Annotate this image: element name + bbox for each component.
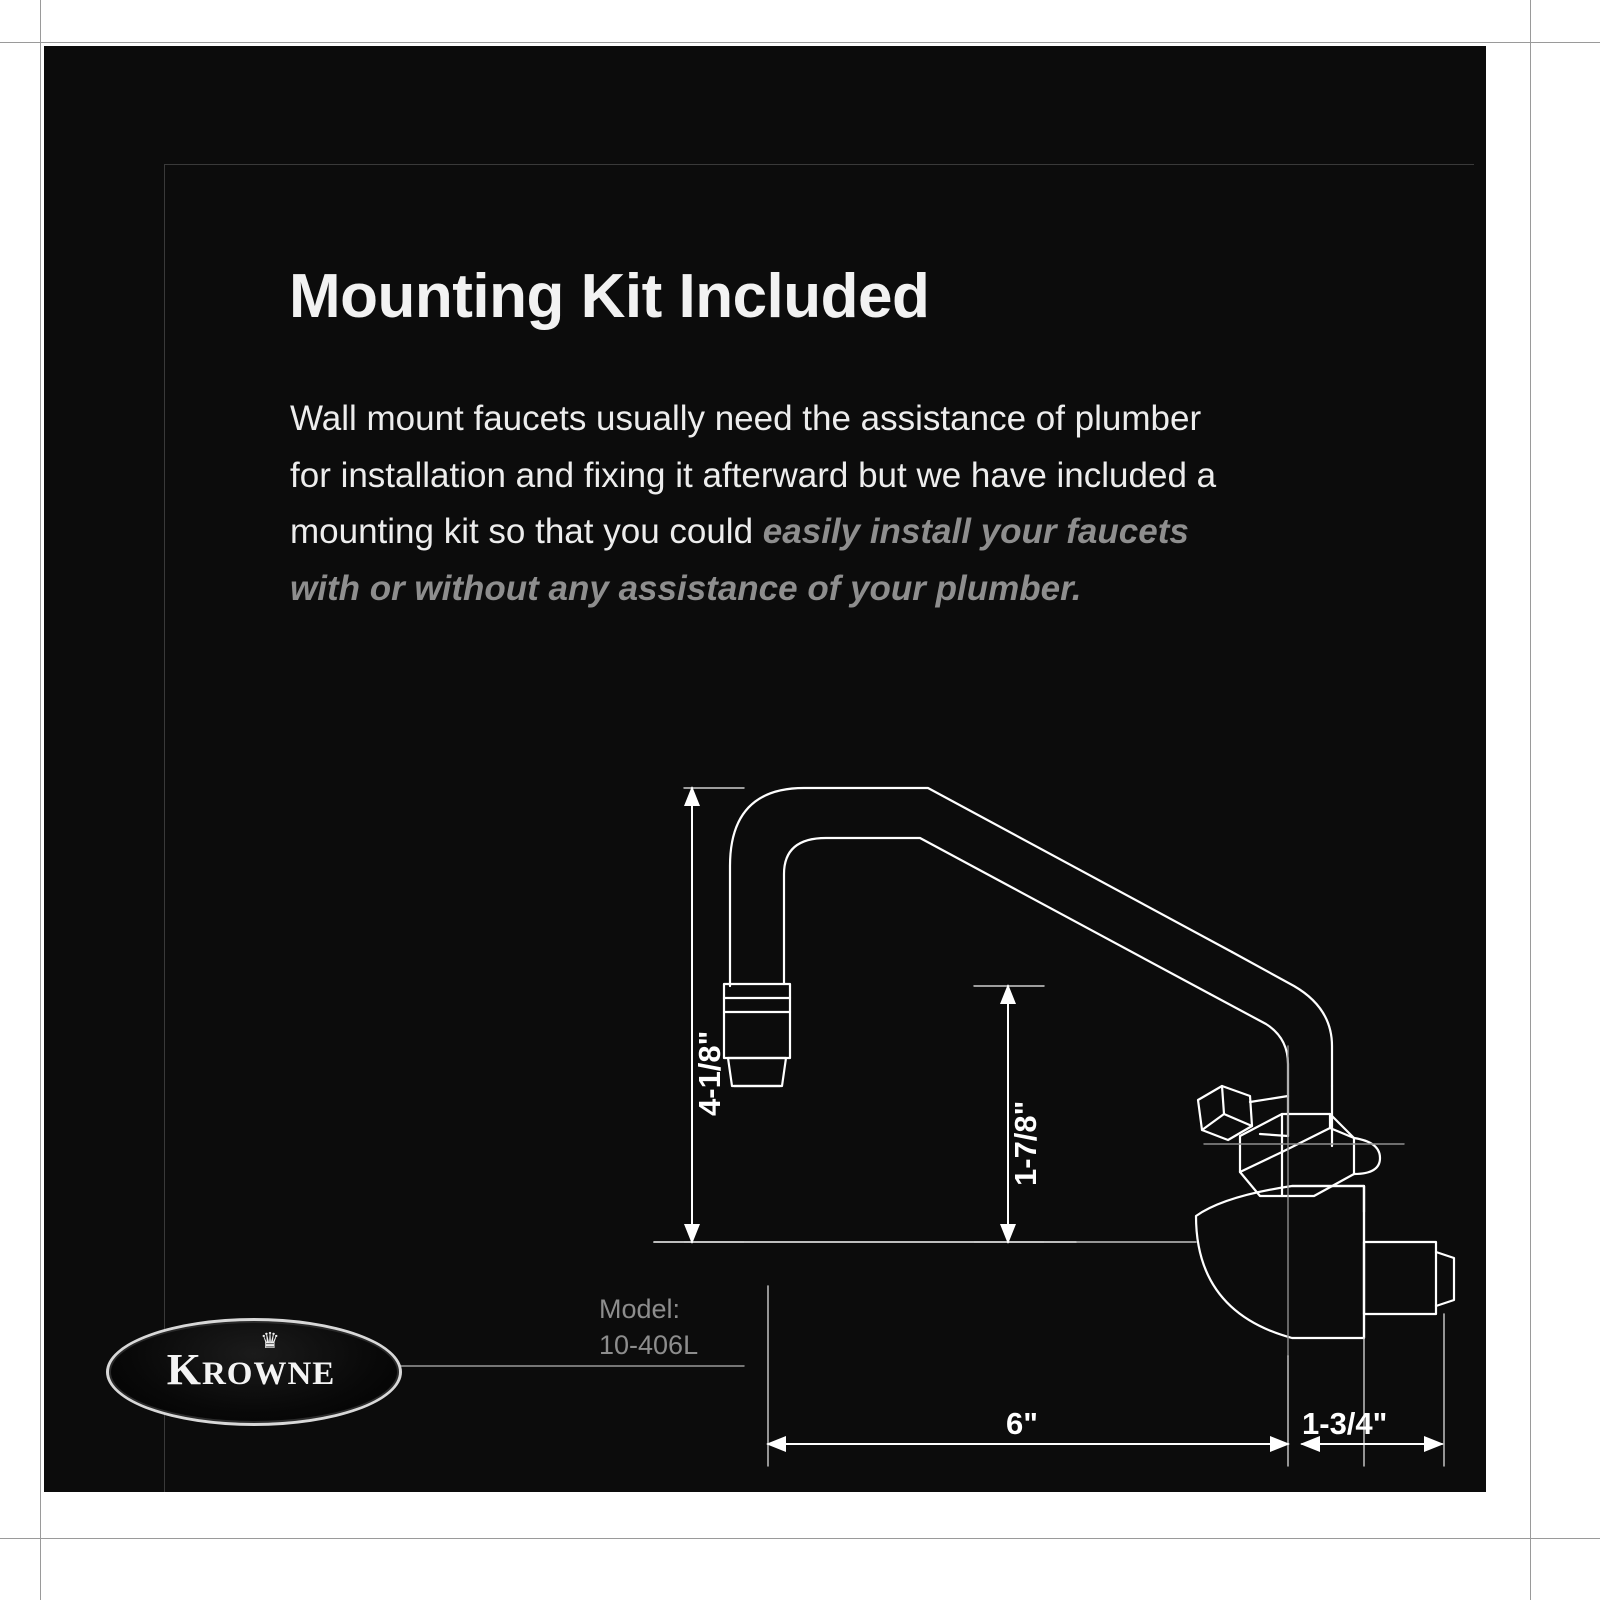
model-label-text: Model: (599, 1294, 681, 1324)
description-emphasis: easily install your faucets with or without any assistance of your plumber. (290, 512, 1189, 609)
crop-mark-bottom (0, 1538, 1600, 1539)
dimension-spout-height: 1-7/8" (1008, 1100, 1043, 1186)
dimension-overall-height: 4-1/8" (692, 1030, 727, 1116)
brand-logo (106, 1318, 396, 1420)
crop-mark-top (0, 42, 1600, 43)
logo-initial: K (166, 1345, 202, 1394)
logo-remainder: ROWNE (201, 1356, 336, 1392)
crop-mark-right (1530, 0, 1531, 1600)
decorative-inner-frame (164, 164, 1474, 1492)
crop-mark-left (40, 0, 41, 1600)
dimension-spout-reach: 6" (1006, 1406, 1038, 1441)
model-block (599, 1291, 698, 1364)
crown-icon: ♛ (260, 1328, 280, 1353)
product-info-panel (44, 46, 1486, 1492)
dimension-wall-offset: 1-3/4" (1302, 1406, 1388, 1441)
description-text (290, 391, 1250, 618)
page-title: Mounting Kit Included (289, 262, 930, 331)
description-plain: Wall mount faucets usually need the assistance of plumber for installation and fixing it afterward but we have included a mounting kit so that you could (290, 399, 1217, 552)
logo-wordmark (106, 1344, 396, 1395)
model-number: 10-406L (599, 1330, 699, 1361)
